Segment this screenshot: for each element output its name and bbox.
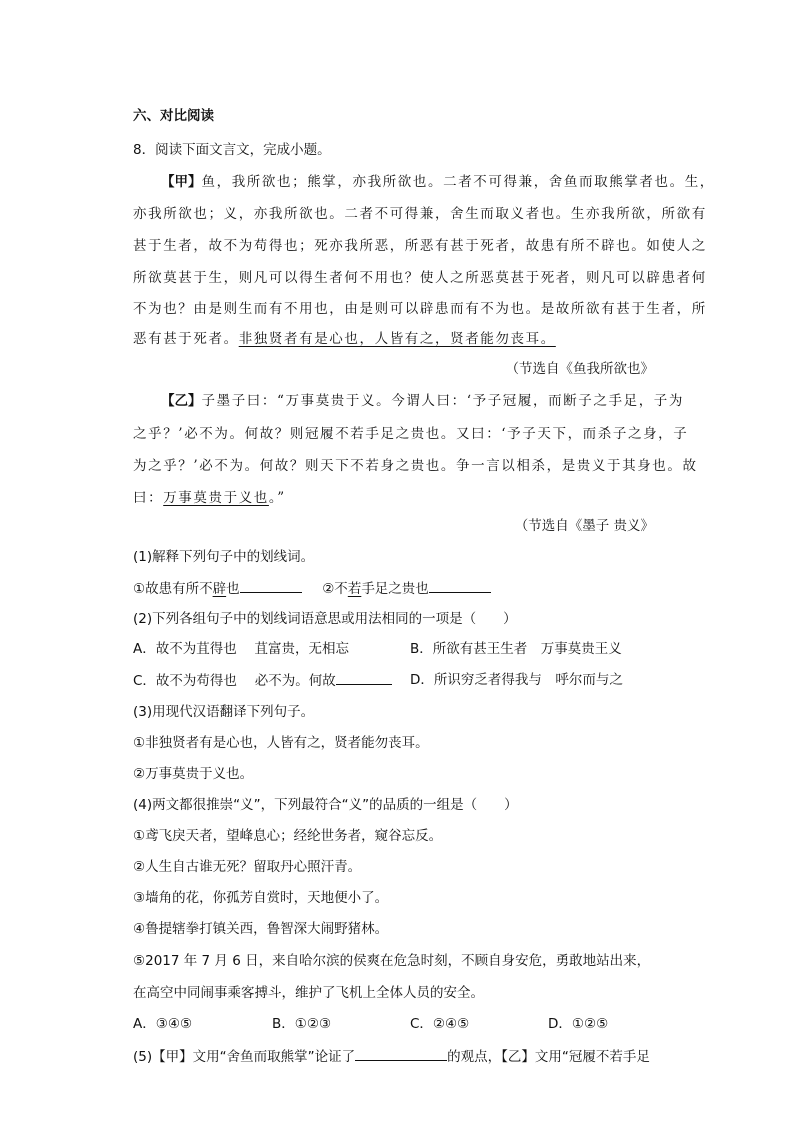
q2-title: (2)下列各组句子中的划线词语意思或用法相同的一项是（ ） (133, 611, 517, 627)
section-title: 六、对比阅读 (133, 108, 214, 124)
jia-line-2: 亦我所欲也；义，亦我所欲也。二者不可得兼，舍生而取义者也。生亦我所欲，所欲有 (133, 206, 707, 222)
q4-choice-c[interactable]: C．②④⑤ (410, 1016, 470, 1032)
q4-item-2: ②人生自古谁无死？留取丹心照汗青。 (133, 859, 362, 875)
jia-line-1-text: 鱼，我所欲也；熊掌，亦我所欲也。二者不可得兼，舍鱼而取熊掌者也。生， (201, 174, 715, 190)
q4-choice-a[interactable]: A．③④⑤ (133, 1016, 193, 1032)
yi-line-4-end: 。” (268, 490, 286, 506)
q2-option-a: A．故不为苴得也 苴富贵，无相忘 (133, 641, 350, 657)
q2-option-b: B．所欲有甚王生者 万事莫贵王义 (410, 641, 622, 657)
jia-source: （节选自《鱼我所欲也》 (505, 361, 654, 377)
jia-line-6 (133, 329, 556, 349)
yi-line-4-plain: 曰： (133, 490, 164, 506)
yi-line-1 (161, 391, 684, 411)
q5-part1: (5)【甲】文用“舍鱼而取熊掌”论证了 (133, 1049, 356, 1065)
q5-answer-blank[interactable] (355, 1046, 447, 1061)
q4-choice-b[interactable]: B．①②③ (272, 1016, 332, 1032)
q4-choice-d[interactable]: D．①②⑤ (548, 1016, 609, 1032)
q1-item1-suffix: 也 (226, 581, 240, 597)
q4-item-5-line-1: ⑤2017 年 7 月 6 日，来自哈尔滨的侯爽在危急时刻，不顾自身安危，勇敢地站出来， (133, 953, 651, 969)
q1-item2-answer-blank[interactable] (429, 578, 491, 593)
yi-line-3: 为之乎？’必不为。何故？则天下不若身之贵也。争一言以相杀，是贵义于其身也。故 (133, 458, 698, 474)
jia-line-1 (161, 172, 715, 192)
q1-item1-prefix: ①故患有所不 (133, 581, 213, 597)
q4-title: (4)两文都很推崇“义”，下列最符合“义”的品质的一组是（ ） (133, 797, 518, 813)
q5-line (133, 1046, 650, 1067)
q1-item1-answer-blank[interactable] (240, 578, 302, 593)
q2-option-c (133, 670, 392, 691)
yi-line-4 (133, 488, 286, 508)
q5-part2: 的观点，【乙】文用“冠履不若手足 (447, 1049, 650, 1065)
q4-item-1: ①鸢飞戾天者，望峰息心；经纶世务者，窥谷忘反。 (133, 828, 443, 844)
q1-item2-suffix: 手足之贵也 (361, 581, 429, 597)
yi-underlined-sentence: 万事莫贵于义也 (163, 490, 269, 506)
jia-line-6-plain: 恶有甚于死者。 (133, 331, 239, 347)
jia-line-5: 不为也？由是则生而有不用也，由是则可以辟患而有不为也。是故所欲有甚于生者，所 (133, 301, 707, 317)
jia-tag: 【甲】 (161, 174, 202, 190)
q4-item-4: ④鲁提辖拳打镇关西，鲁智深大闹野猪林。 (133, 921, 389, 937)
q3-sentence-2: ②万事莫贵于义也。 (133, 766, 254, 782)
yi-tag: 【乙】 (161, 393, 202, 409)
q4-item-5-line-2: 在高空中同闹事乘客搏斗，维护了飞机上全体人员的安全。 (133, 985, 484, 1001)
q4-item-3: ③墙角的花，你孤芳自赏时，天地便小了。 (133, 890, 389, 906)
q1-items (133, 578, 491, 599)
q1-item1-word: 辟 (212, 581, 227, 597)
q2-option-c-text: C．故不为苟得也 必不为。何故 (133, 673, 336, 689)
q3-sentence-1: ①非独贤者有是心也，人皆有之，贤者能勿丧耳。 (133, 735, 429, 751)
q1-item2-word: 若 (347, 581, 362, 597)
q2-blank (336, 670, 392, 685)
jia-line-4: 所欲莫甚于生，则凡可以得生者何不用也？使人之所恶莫甚于死者，则凡可以辟患者何 (133, 270, 707, 286)
q1-item2-prefix: ②不 (322, 581, 348, 597)
yi-source: （节选自《墨子 贵义》 (514, 518, 654, 534)
jia-underlined-sentence: 非独贤者有是心也，人皆有之，贤者能勿丧耳。 (238, 331, 556, 347)
question-stem: 8．阅读下面文言文，完成小题。 (133, 142, 331, 158)
q3-title: (3)用现代汉语翻译下列句子。 (133, 704, 315, 720)
yi-line-2: 之乎？’必不为。何故？则冠履不若手足之贵也。又曰：‘予子天下，而杀子之身，子 (133, 426, 689, 442)
jia-line-3: 甚于生者，故不为苟得也；死亦我所恶，所恶有甚于死者，故患有所不辟也。如使人之 (133, 238, 707, 254)
q2-option-d: D．所识穷乏者得我与 呼尔而与之 (410, 672, 623, 688)
yi-line-1-text: 子墨子曰：“万事莫贵于义。今谓人曰：‘予子冠履，而断子之手足，子为 (201, 393, 684, 409)
q1-title: (1)解释下列句子中的划线词。 (133, 549, 315, 565)
